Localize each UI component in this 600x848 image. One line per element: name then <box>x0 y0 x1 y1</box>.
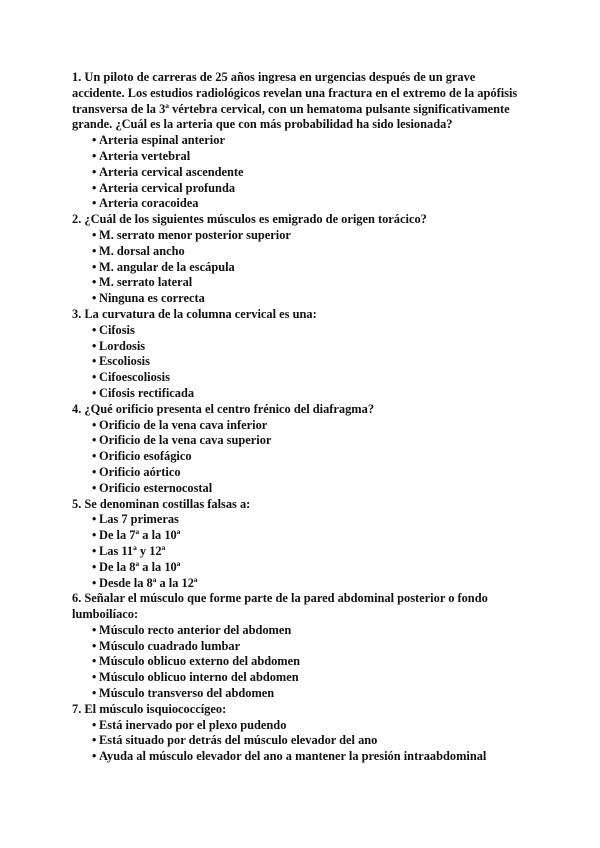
option-item: • Orificio aórtico <box>92 465 528 481</box>
option-item: • M. serrato menor posterior superior <box>92 228 528 244</box>
option-item: • Arteria cervical profunda <box>92 181 528 197</box>
option-item: • Cifosis rectificada <box>92 386 528 402</box>
option-item: • Arteria coracoidea <box>92 196 528 212</box>
option-item: • Cifoescoliosis <box>92 370 528 386</box>
option-list <box>72 228 528 307</box>
question-text: 3. La curvatura de la columna cervical es una: <box>72 306 317 321</box>
option-item: • Músculo oblicuo interno del abdomen <box>92 670 528 686</box>
option-item: • Ayuda al músculo elevador del ano a mantener la presión intraabdominal <box>92 749 528 765</box>
option-item: • Músculo oblicuo externo del abdomen <box>92 654 528 670</box>
option-list <box>72 323 528 402</box>
question-4 <box>72 402 528 497</box>
option-item: • Orificio de la vena cava superior <box>92 433 528 449</box>
option-item: • Arteria cervical ascendente <box>92 165 528 181</box>
option-item: • Desde la 8ª a la 12ª <box>92 576 528 592</box>
question-text: 4. ¿Qué orificio presenta el centro frénico del diafragma? <box>72 401 375 416</box>
question-text: 6. Señalar el músculo que forme parte de la pared abdominal posterior o fondo lumboilíaco: <box>72 591 488 622</box>
question-7 <box>72 702 528 765</box>
option-item: • Músculo recto anterior del abdomen <box>92 623 528 639</box>
option-list <box>72 718 528 765</box>
option-item: • Arteria espinal anterior <box>92 133 528 149</box>
question-1 <box>72 70 528 212</box>
option-item: • De la 7ª a la 10ª <box>92 528 528 544</box>
option-list <box>72 418 528 497</box>
question-2 <box>72 212 528 307</box>
option-item: • M. dorsal ancho <box>92 244 528 260</box>
question-text: 2. ¿Cuál de los siguientes músculos es emigrado de origen torácico? <box>72 212 427 227</box>
question-6 <box>72 591 528 702</box>
question-5 <box>72 497 528 592</box>
option-item: • Cifosis <box>92 323 528 339</box>
option-item: • Escoliosis <box>92 354 528 370</box>
option-list <box>72 133 528 212</box>
option-item: • Orificio de la vena cava inferior <box>92 418 528 434</box>
option-item: • Lordosis <box>92 339 528 355</box>
option-item: • Músculo transverso del abdomen <box>92 686 528 702</box>
option-item: • Ninguna es correcta <box>92 291 528 307</box>
option-item: • Arteria vertebral <box>92 149 528 165</box>
option-list <box>72 512 528 591</box>
question-text: 1. Un piloto de carreras de 25 años ingresa en urgencias después de un grave accidente. Los estudios radiológicos revelan una fractura en el extremo de la apófisis transversa de la 3ª vértebra cervical, con un hematoma pulsante significativamente grande. ¿Cuál es la arteria que con más probabilidad ha sido lesionada? <box>72 70 518 132</box>
question-text: 7. El músculo isquiococcígeo: <box>72 701 227 716</box>
option-item: • M. angular de la escápula <box>92 260 528 276</box>
option-item: • M. serrato lateral <box>92 275 528 291</box>
question-3 <box>72 307 528 402</box>
option-item: • Orificio esternocostal <box>92 481 528 497</box>
option-item: • Músculo cuadrado lumbar <box>92 639 528 655</box>
option-item: • Está inervado por el plexo pudendo <box>92 718 528 734</box>
option-item: • Las 7 primeras <box>92 512 528 528</box>
option-item: • Las 11ª y 12ª <box>92 544 528 560</box>
option-item: • De la 8ª a la 10ª <box>92 560 528 576</box>
option-list <box>72 623 528 702</box>
option-item: • Está situado por detrás del músculo elevador del ano <box>92 733 528 749</box>
question-text: 5. Se denominan costillas falsas a: <box>72 496 251 511</box>
option-item: • Orificio esofágico <box>92 449 528 465</box>
